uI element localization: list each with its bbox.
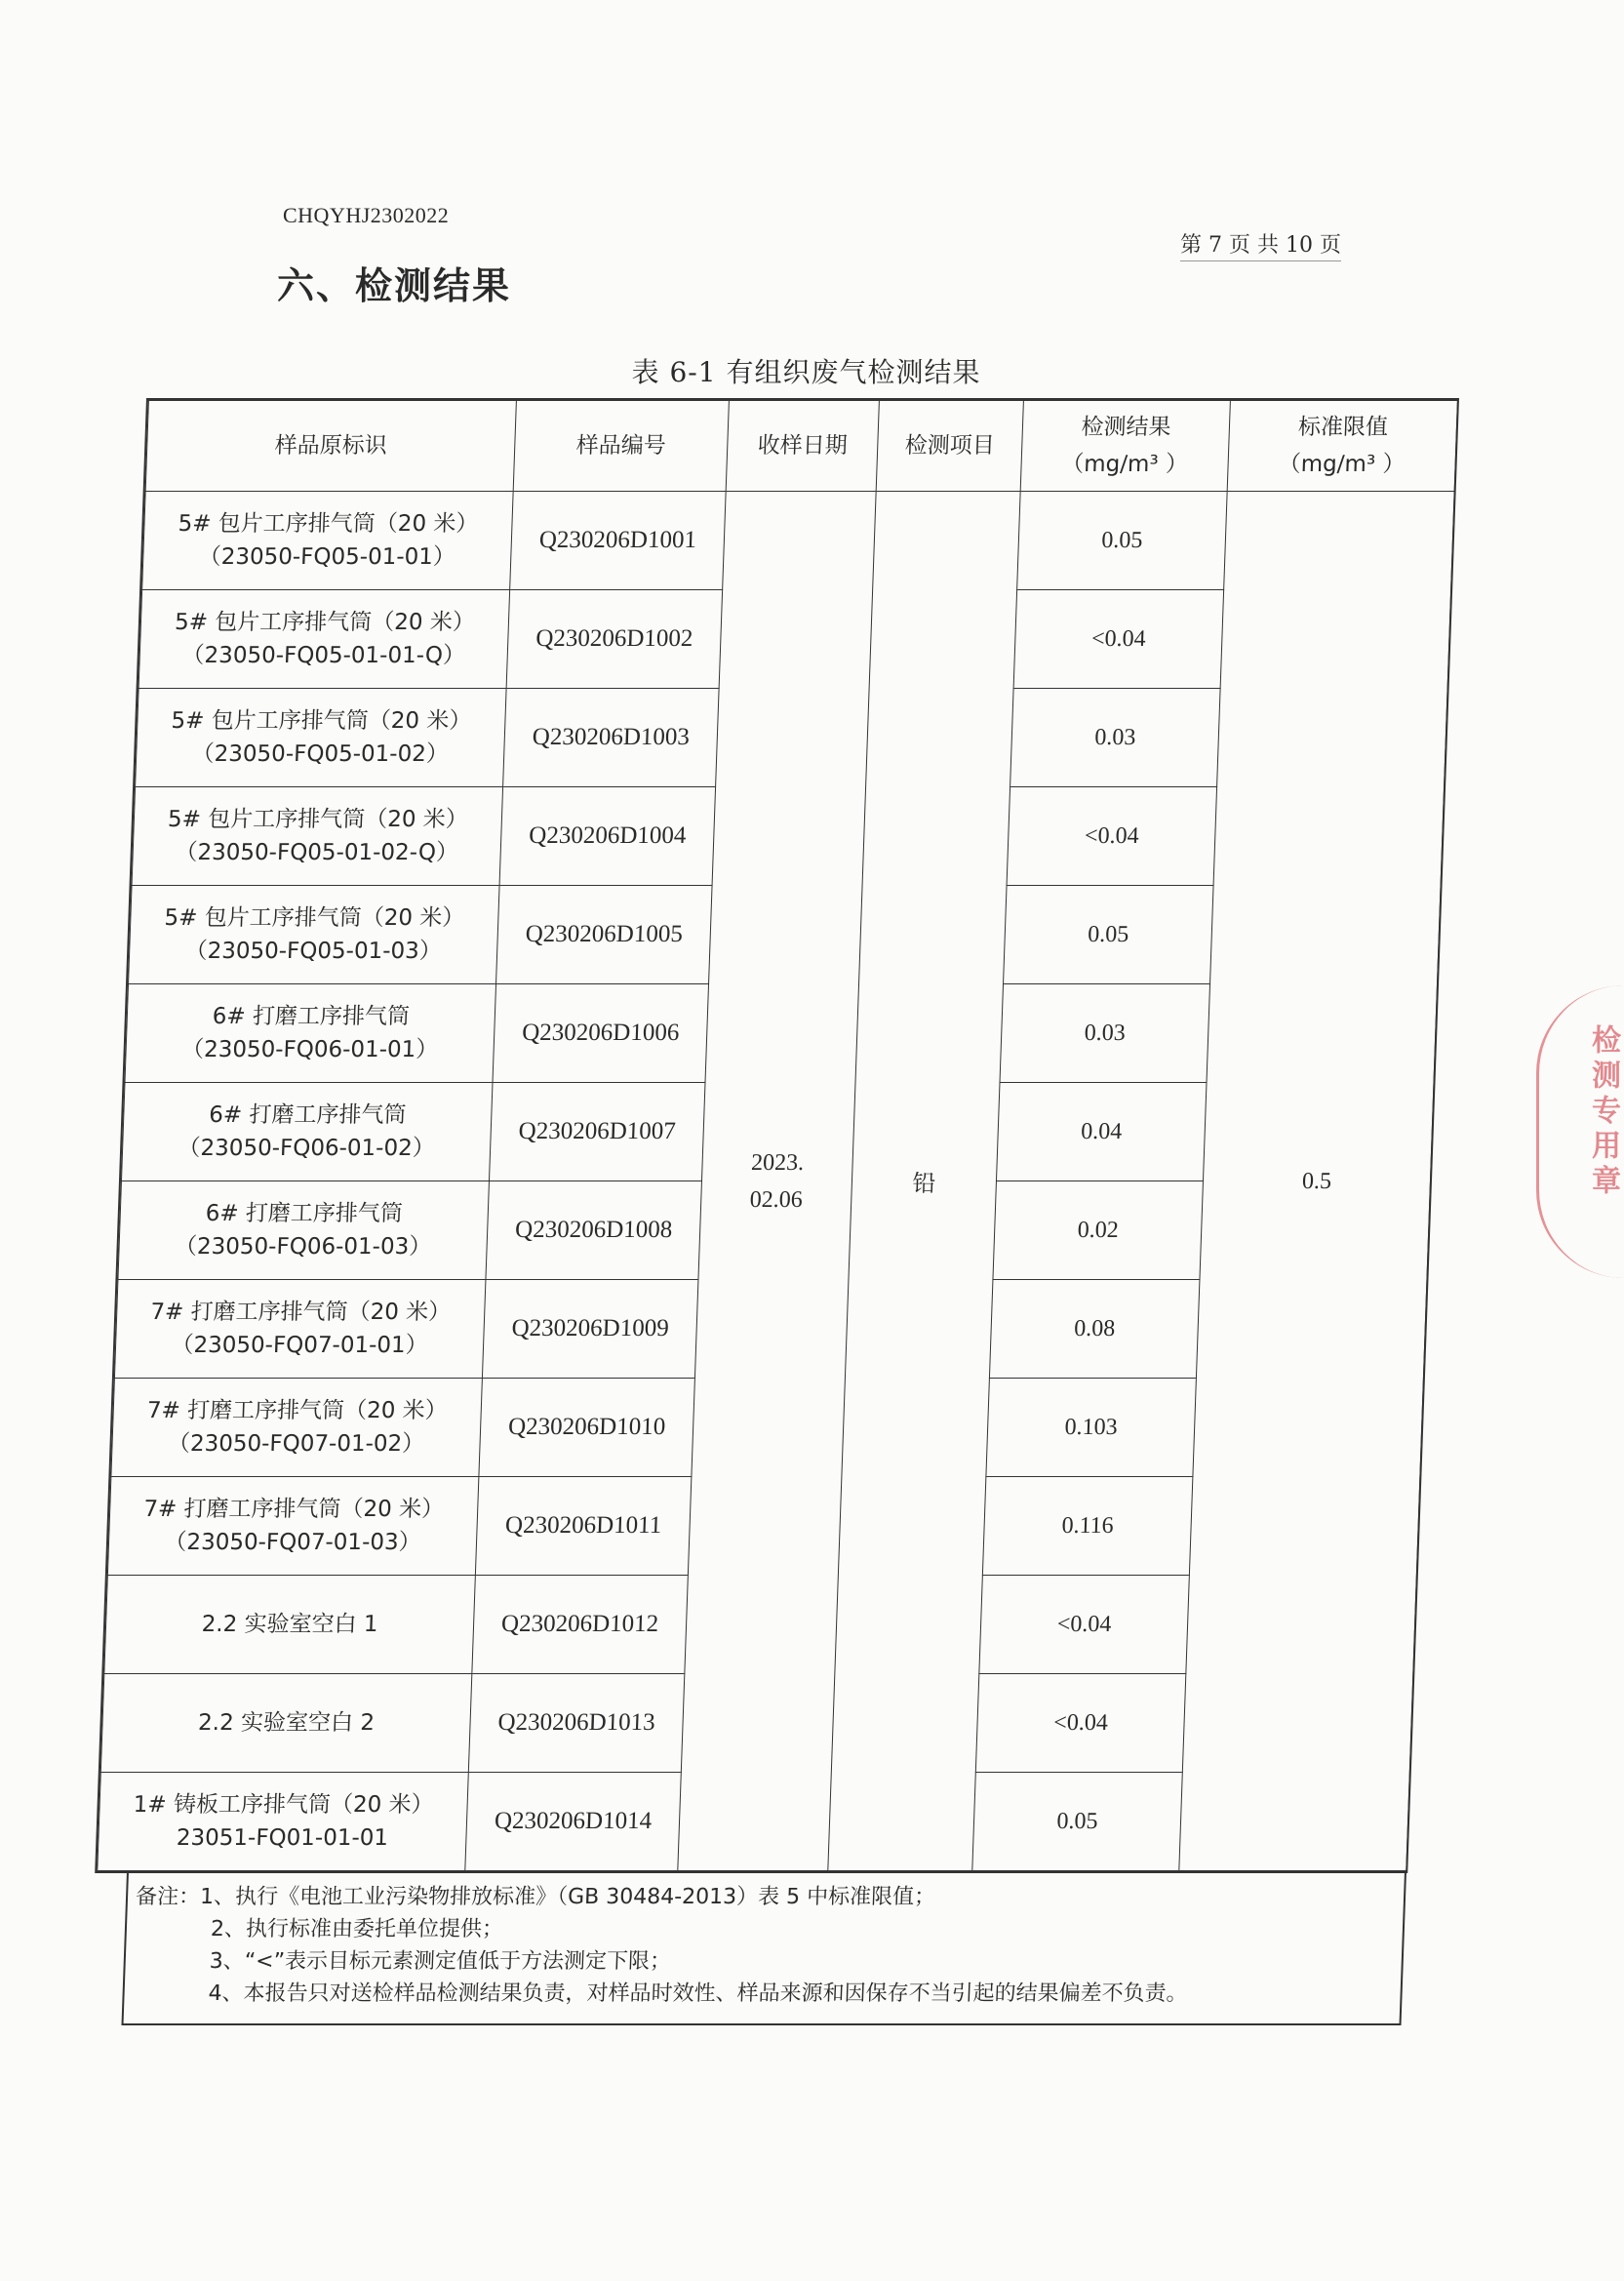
- cell-sample-code: Q230206D1003: [503, 689, 720, 787]
- cell-sample-ident: [125, 984, 496, 1083]
- cell-test-result: <0.04: [979, 1576, 1190, 1674]
- cell-standard-limit: 0.5: [1179, 492, 1454, 1871]
- note-line: 备注：1、执行《电池工业污染物排放标准》（GB 30484-2013）表 5 中标准限值；: [135, 1885, 936, 1909]
- notes-box: [121, 1871, 1406, 2025]
- cell-sample-ident: [107, 1477, 479, 1576]
- header-limit-label: 标准限值: [1297, 415, 1389, 440]
- header-item: 检测项目: [876, 401, 1023, 492]
- sample-ident-line: （23050-FQ06-01-03）: [174, 1234, 432, 1260]
- cell-sample-ident: [104, 1576, 476, 1674]
- cell-sample-code: Q230206D1012: [472, 1576, 689, 1674]
- doc-code: CHQYHJ2302022: [283, 203, 450, 227]
- sample-ident-line: 23051-FQ01-01-01: [176, 1825, 389, 1851]
- sample-ident-line: 6# 打磨工序排气筒: [205, 1201, 404, 1226]
- sample-ident-line: 7# 打磨工序排气筒（20 米）: [146, 1398, 449, 1423]
- header-limit-unit: （mg/m³ ）: [1278, 452, 1406, 477]
- cell-sample-code: Q230206D1001: [510, 492, 727, 590]
- cell-sample-ident: [129, 886, 500, 984]
- note-line: 4、本报告只对送检样品检测结果负责，对样品时效性、样品来源和因保存不当引起的结果偏差不负责。: [208, 1981, 1189, 2006]
- sample-ident-line: （23050-FQ06-01-01）: [180, 1037, 439, 1062]
- sample-ident-line: （23050-FQ07-01-03）: [163, 1530, 422, 1555]
- sample-ident-line: （23050-FQ05-01-02-Q）: [175, 840, 459, 865]
- cell-sample-ident: [118, 1181, 490, 1280]
- sample-ident-line: 5# 包片工序排气筒（20 米）: [167, 807, 469, 832]
- note-line: 3、“<”表示目标元素测定值低于方法测定下限；: [209, 1949, 672, 1974]
- cell-sample-code: Q230206D1013: [468, 1674, 685, 1773]
- cell-sample-code: Q230206D1002: [506, 590, 723, 689]
- cell-sample-code: Q230206D1011: [475, 1477, 692, 1576]
- cell-test-result: 0.05: [1004, 886, 1214, 984]
- header-date: 收样日期: [726, 401, 879, 492]
- sample-ident-line: 5# 包片工序排气筒（20 米）: [164, 905, 465, 931]
- cell-sample-ident: [121, 1083, 493, 1181]
- cell-test-result: 0.02: [993, 1181, 1204, 1280]
- cell-sample-code: Q230206D1007: [489, 1083, 705, 1181]
- sample-ident-line: 2.2 实验室空白 2: [197, 1710, 376, 1736]
- cell-test-result: <0.04: [1013, 590, 1224, 689]
- cell-sample-ident: [111, 1379, 483, 1477]
- cell-test-result: 0.103: [986, 1379, 1197, 1477]
- results-table: [95, 398, 1459, 1873]
- section-title: 六、检测结果: [277, 264, 512, 307]
- sample-ident-line: 5# 包片工序排气筒（20 米）: [174, 610, 476, 635]
- sample-ident-line: 2.2 实验室空白 1: [201, 1612, 378, 1637]
- page-number: 第 7 页 共 10 页: [1180, 228, 1341, 261]
- sample-ident-line: （23050-FQ07-01-02）: [167, 1431, 425, 1457]
- cell-sample-ident: [136, 689, 507, 787]
- cell-sample-ident: [132, 787, 503, 886]
- cell-sample-ident: [139, 590, 510, 689]
- cell-sample-ident: [114, 1280, 486, 1379]
- sample-ident-line: 5# 包片工序排气筒（20 米）: [178, 511, 479, 537]
- header-result: [1020, 401, 1230, 492]
- sample-ident-line: （23050-FQ06-01-02）: [178, 1136, 436, 1161]
- cell-test-result: 0.05: [1017, 492, 1228, 590]
- cell-sample-code: Q230206D1010: [479, 1379, 695, 1477]
- table-header-row: [145, 401, 1457, 492]
- cell-test-result: <0.04: [1007, 787, 1217, 886]
- cell-test-result: 0.05: [972, 1773, 1183, 1871]
- sample-ident-line: 5# 包片工序排气筒（20 米）: [171, 708, 472, 734]
- cell-test-result: <0.04: [975, 1674, 1186, 1773]
- cell-test-result: 0.04: [996, 1083, 1207, 1181]
- cell-test-result: 0.03: [1000, 984, 1210, 1083]
- sample-ident-line: 7# 打磨工序排气筒（20 米）: [149, 1300, 452, 1325]
- sample-ident-line: （23050-FQ05-01-03）: [184, 939, 443, 964]
- receive-date-line: 02.06: [749, 1186, 804, 1213]
- header-ident: 样品原标识: [145, 401, 516, 492]
- header-limit: [1227, 401, 1457, 492]
- receive-date-line: 2023.: [750, 1149, 805, 1176]
- cell-sample-code: Q230206D1014: [465, 1773, 682, 1871]
- cell-test-result: 0.116: [982, 1477, 1193, 1576]
- sample-ident-line: （23050-FQ05-01-01）: [198, 544, 456, 570]
- cell-sample-code: Q230206D1004: [499, 787, 716, 886]
- header-code: 样品编号: [513, 401, 729, 492]
- note-line: 2、执行标准由委托单位提供；: [210, 1917, 504, 1941]
- cell-sample-code: Q230206D1006: [493, 984, 709, 1083]
- cell-test-item: 铅: [828, 492, 1020, 1871]
- cell-sample-code: Q230206D1009: [482, 1280, 698, 1379]
- header-result-unit: （mg/m³ ）: [1060, 452, 1189, 477]
- sample-ident-line: （23050-FQ05-01-02）: [191, 741, 450, 767]
- header-result-label: 检测结果: [1080, 415, 1171, 440]
- cell-sample-ident: [142, 492, 514, 590]
- cell-sample-ident: [100, 1674, 472, 1773]
- sample-ident-line: （23050-FQ05-01-01-Q）: [181, 643, 466, 668]
- sample-ident-line: 7# 打磨工序排气筒（20 米）: [142, 1497, 445, 1522]
- cell-test-result: 0.08: [989, 1280, 1200, 1379]
- sample-ident-line: 1# 铸板工序排气筒（20 米）: [133, 1792, 434, 1818]
- table-row: [142, 492, 1455, 590]
- cell-test-result: 0.03: [1010, 689, 1221, 787]
- sample-ident-line: 6# 打磨工序排气筒: [212, 1004, 411, 1029]
- table-caption: 表 6-1 有组织废气检测结果: [631, 356, 981, 388]
- cell-sample-code: Q230206D1008: [486, 1181, 702, 1280]
- sample-ident-line: （23050-FQ07-01-01）: [171, 1333, 429, 1358]
- cell-sample-code: Q230206D1005: [496, 886, 713, 984]
- cell-sample-ident: [98, 1773, 469, 1871]
- red-stamp: 检测专用章: [1536, 985, 1624, 1278]
- sample-ident-line: 6# 打磨工序排气筒: [208, 1102, 407, 1128]
